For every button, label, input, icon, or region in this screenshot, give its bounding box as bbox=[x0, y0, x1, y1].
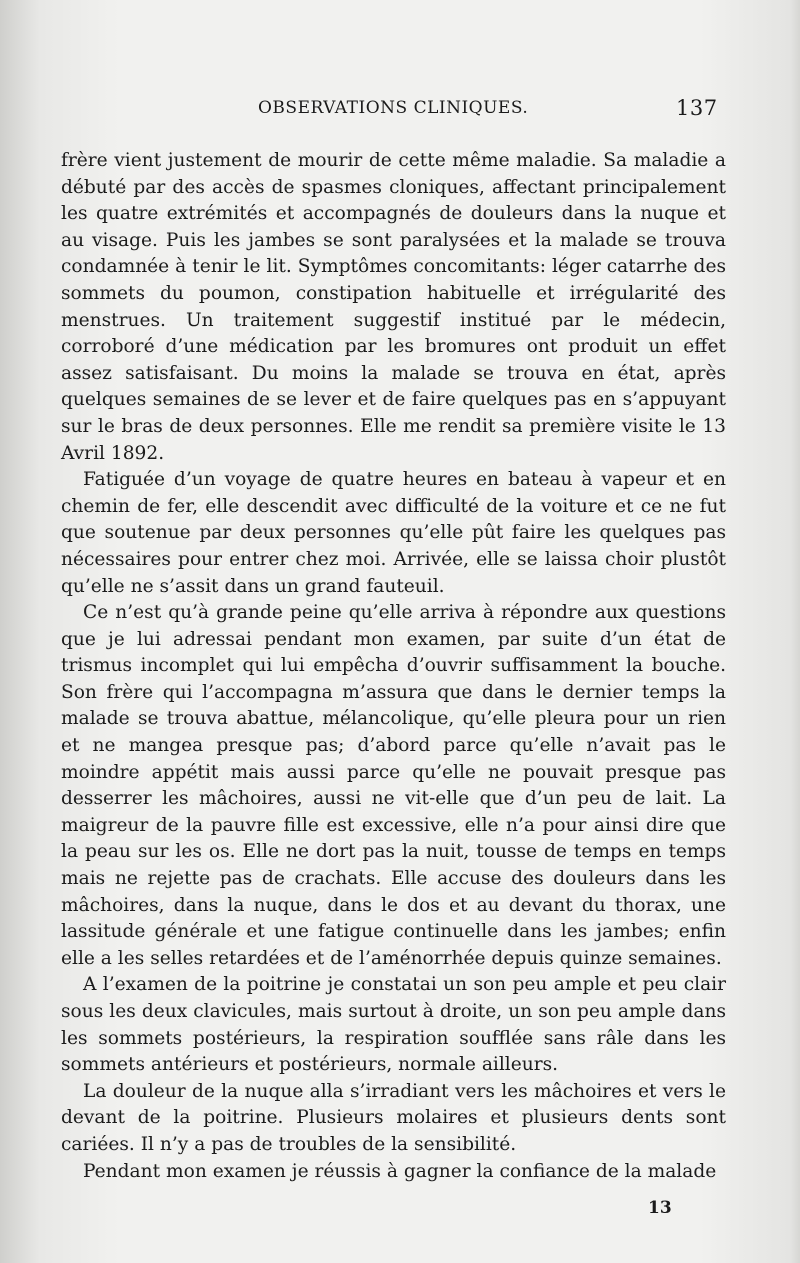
body-text bbox=[61, 148, 726, 1185]
page-header bbox=[0, 96, 800, 126]
running-title: OBSERVATIONS CLINIQUES. bbox=[258, 98, 529, 118]
paragraph: A l’examen de la poitrine je constatai un son peu ample et peu clair sous les deux clavicules, mais surtout à droite, un son peu ample dans les sommets postérieurs, la respiration soufflée sans râle dans les sommets antérieurs et postérieurs, normale ailleurs. bbox=[61, 974, 726, 1076]
page-number: 137 bbox=[676, 96, 718, 120]
paragraph: Pendant mon examen je réussis à gagner la confiance de la malade bbox=[83, 1160, 717, 1182]
paragraph: La douleur de la nuque alla s’irradiant vers les mâchoires et vers le devant de la poitrine. Plusieurs molaires et plusieurs dents sont cariées. Il n’y a pas de troubles de la sensibilité. bbox=[61, 1080, 726, 1155]
paragraph: Ce n’est qu’à grande peine qu’elle arriva à répondre aux questions que je lui adressai pendant mon examen, par suite d’un état de trismus incomplet qui lui empêcha d’ouvrir suffisamment la bouche. Son frère qui l’accompagna m’assura que dans le dernier temps la malade se trouva abattue, mélancolique, qu’elle pleura pour un rien et ne mangea presque pas; d’abord parce qu’elle n’avait pas le moindre appétit mais aussi parce qu’elle ne pouvait presque pas desserrer les mâchoires, aussi ne vit-elle que d’un peu de lait. La maigreur de la pauvre fille est excessive, elle n’a pour ainsi dire que la peau sur les os. Elle ne dort pas la nuit, tousse de temps en temps mais ne rejette pas de crachats. Elle accuse des douleurs dans les mâchoires, dans la nuque, dans le dos et au devant du thorax, une lassitude générale et une fatigue continuelle dans les jambes; enfin elle a les selles retardées et de l’aménorrhée depuis quinze semaines. bbox=[61, 602, 726, 969]
paragraph: frère vient justement de mourir de cette même maladie. Sa maladie a débuté par des accès de spasmes cloniques, affectant principalement les quatre extrémités et accompagnés de douleurs dans la nuque et au visage. Puis les jambes se sont paralysées et la malade se trouva condamnée à tenir le lit. Symptômes concomitants: léger catarrhe des sommets du poumon, constipation habituelle et irrégularité des menstrues. Un traitement suggestif institué par le médecin, corroboré d’une médication par les bromures ont produit un effet assez satisfaisant. Du moins la malade se trouva en état, après quelques semaines de se lever et de faire quelques pas en s’appuyant sur le bras de deux personnes. Elle me rendit sa première visite le 13 Avril 1892. bbox=[61, 150, 726, 464]
paragraph: Fatiguée d’un voyage de quatre heures en bateau à vapeur et en chemin de fer, elle descendit avec difficulté de la voiture et ce ne fut que soutenue par deux personnes qu’elle pût faire les quelques pas nécessaires pour entrer chez moi. Arrivée, elle se laissa choir plustôt qu’elle ne s’assit dans un grand fauteuil. bbox=[61, 469, 726, 597]
signature-mark: 13 bbox=[648, 1198, 672, 1218]
